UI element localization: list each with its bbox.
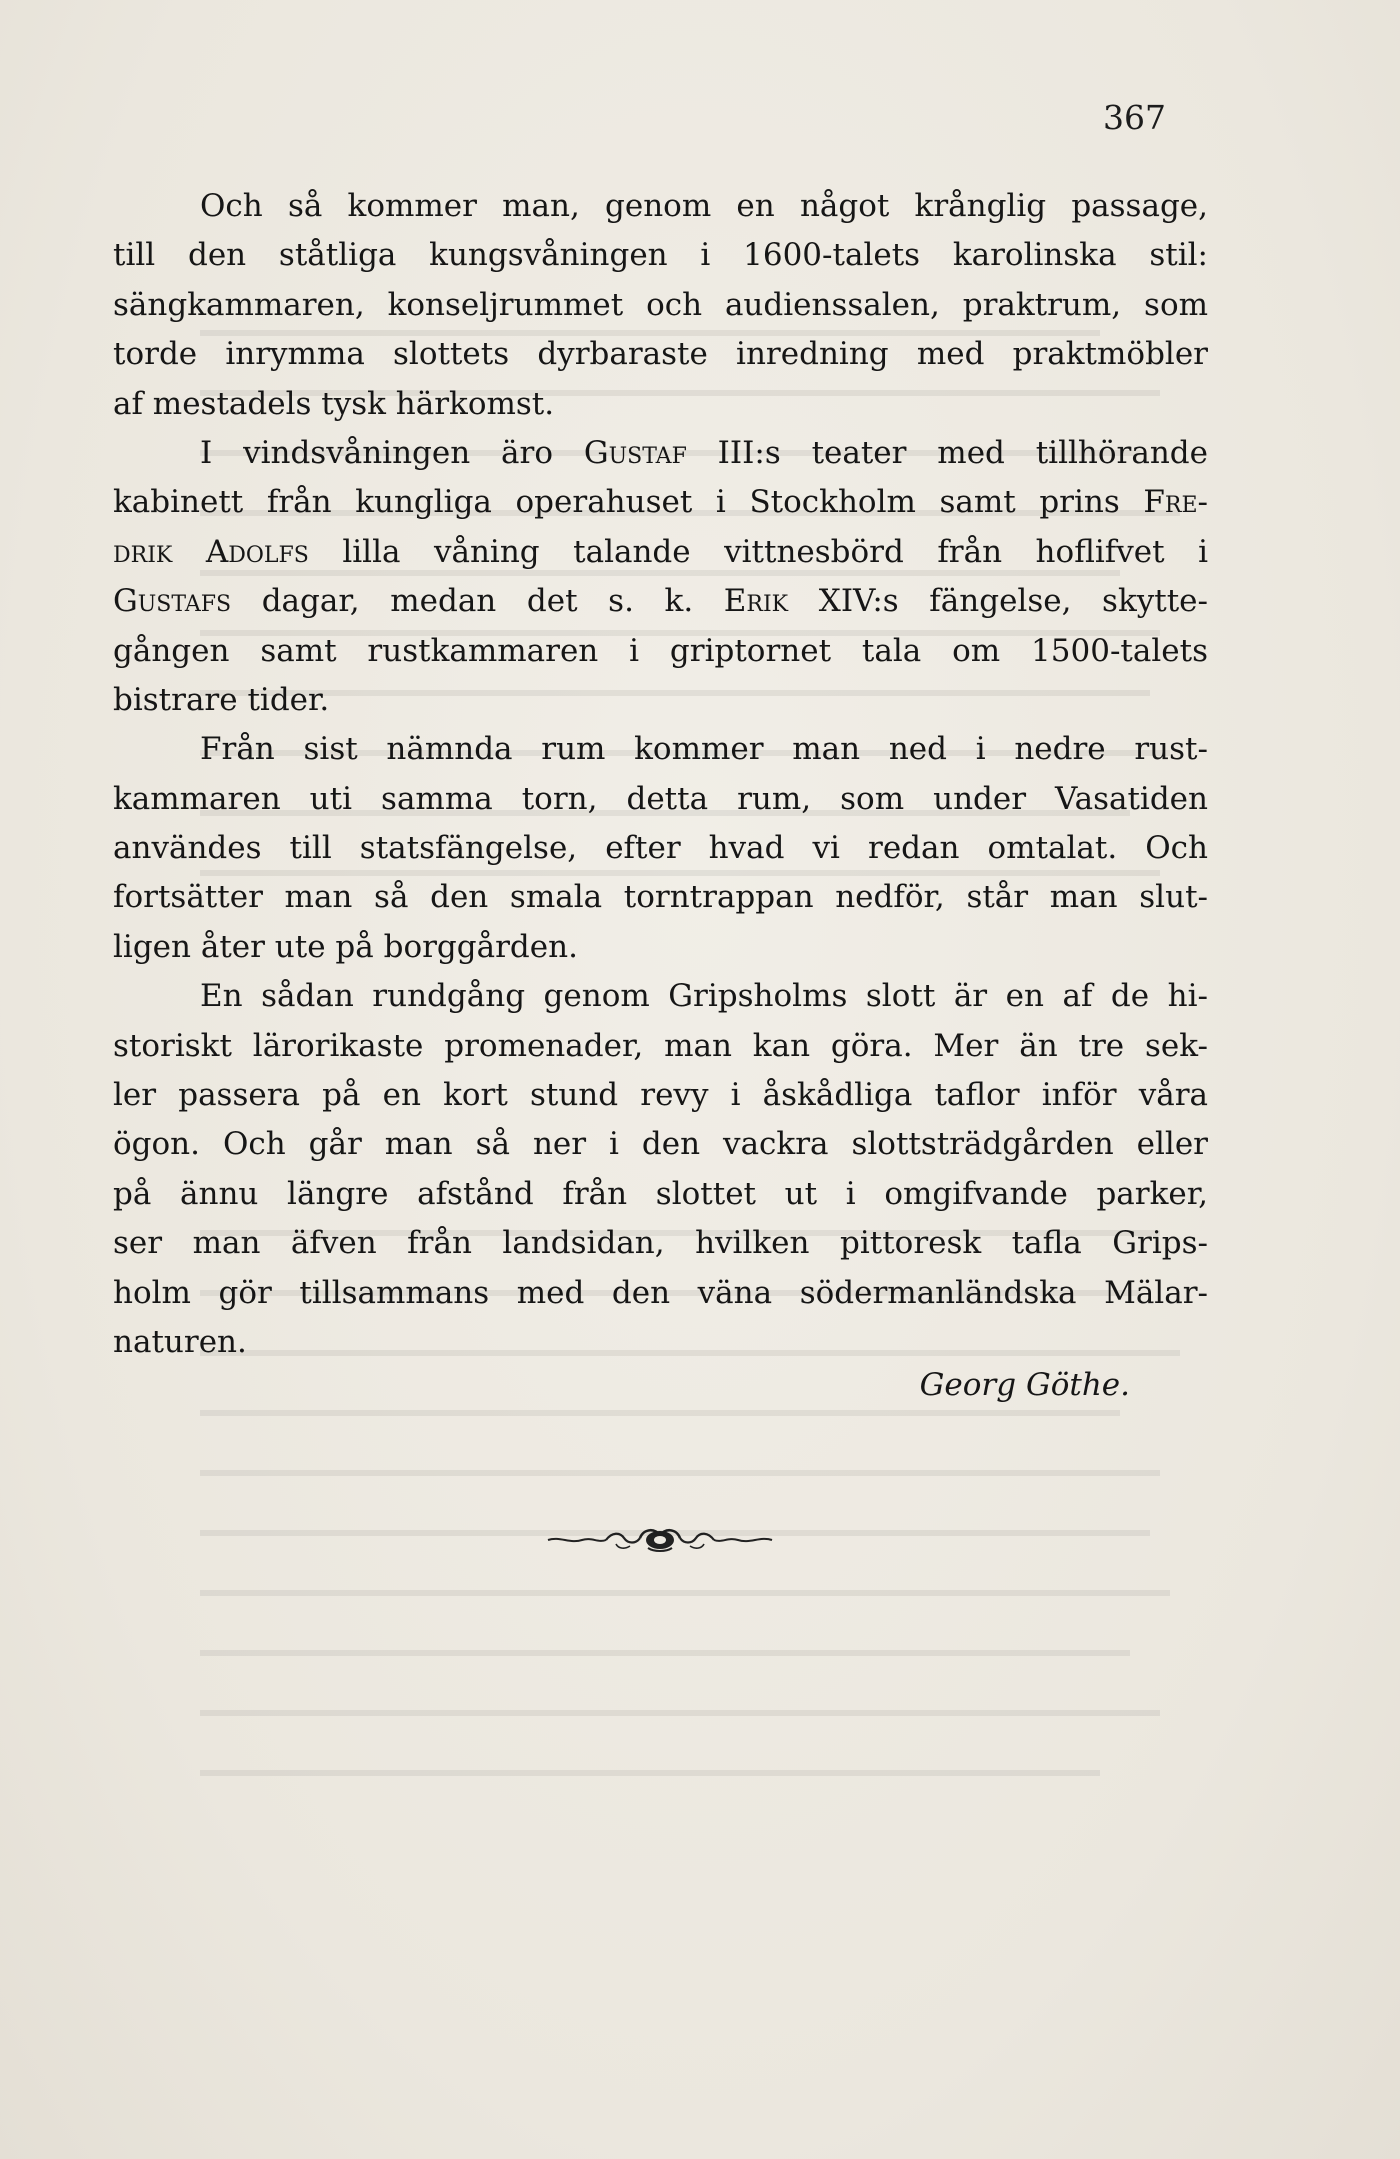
text-line: ser man äfven från landsidan, hvilken pittoresk tafla Grips-	[113, 1225, 1208, 1262]
paragraph	[113, 725, 1208, 972]
text-line: bistrare tider.	[113, 681, 330, 718]
small-caps-name: Fre-	[1143, 484, 1208, 521]
text-line: storiskt lärorikaste promenader, man kan göra. Mer än tre sek-	[113, 1027, 1208, 1064]
text-line: drik Adolfs lilla våning talande vittnesbörd från hoflifvet i	[113, 533, 1208, 570]
text-line: på ännu längre afstånd från slottet ut i omgifvande parker,	[113, 1175, 1208, 1212]
text-line: kabinett från kungliga operahuset i Stockholm samt prins Fre-	[113, 484, 1208, 521]
text-line: fortsätter man så den smala torntrappan nedför, står man slut-	[113, 879, 1208, 916]
text-line: torde inrymma slottets dyrbaraste inredning med praktmöbler	[113, 336, 1208, 373]
text-line: ler passera på en kort stund revy i åskådliga taflor inför våra	[113, 1077, 1208, 1114]
small-caps-name: Erik	[723, 583, 789, 620]
text-line: En sådan rundgång genom Gripsholms slott är en af de hi-	[200, 978, 1208, 1015]
text-line: af mestadels tysk härkomst.	[113, 385, 555, 422]
small-caps-name: Gustaf	[583, 434, 687, 471]
small-caps-name: Gustafs	[113, 583, 232, 620]
text-line: användes till statsfängelse, efter hvad vi redan omtalat. Och	[113, 830, 1208, 867]
small-caps-name: drik Adolfs	[113, 533, 309, 570]
text-line: I vindsvåningen äro Gustaf III:s teater med tillhörande	[200, 434, 1208, 471]
page-number: 367	[1103, 98, 1166, 137]
paragraph	[113, 429, 1208, 725]
text-line: holm gör tillsammans med den väna södermanländska Mälar-	[113, 1274, 1208, 1311]
text-line: naturen.	[113, 1323, 247, 1360]
author-signature: Georg Göthe.	[919, 1367, 1130, 1403]
text-line: Från sist nämnda rum kommer man ned i nedre rust-	[200, 731, 1208, 768]
text-line: ögon. Och går man så ner i den vackra slottsträdgården eller	[113, 1126, 1208, 1163]
text-line: sängkammaren, konseljrummet och audienssalen, praktrum, som	[113, 286, 1208, 323]
text-line: till den ståtliga kungsvåningen i 1600-talets karolinska stil:	[113, 237, 1208, 274]
body-text	[113, 182, 1208, 1367]
text-line: gången samt rustkammaren i griptornet tala om 1500-talets	[113, 632, 1208, 669]
ornament-tailpiece-icon	[540, 1518, 780, 1558]
paragraph	[113, 182, 1208, 429]
text-line: Gustafs dagar, medan det s. k. Erik XIV:s fängelse, skytte-	[113, 583, 1208, 620]
paragraph	[113, 972, 1208, 1367]
text-line: ligen åter ute på borggården.	[113, 928, 578, 965]
text-line: kammaren uti samma torn, detta rum, som under Vasatiden	[113, 780, 1208, 817]
text-line: Och så kommer man, genom en något krånglig passage,	[200, 188, 1208, 224]
